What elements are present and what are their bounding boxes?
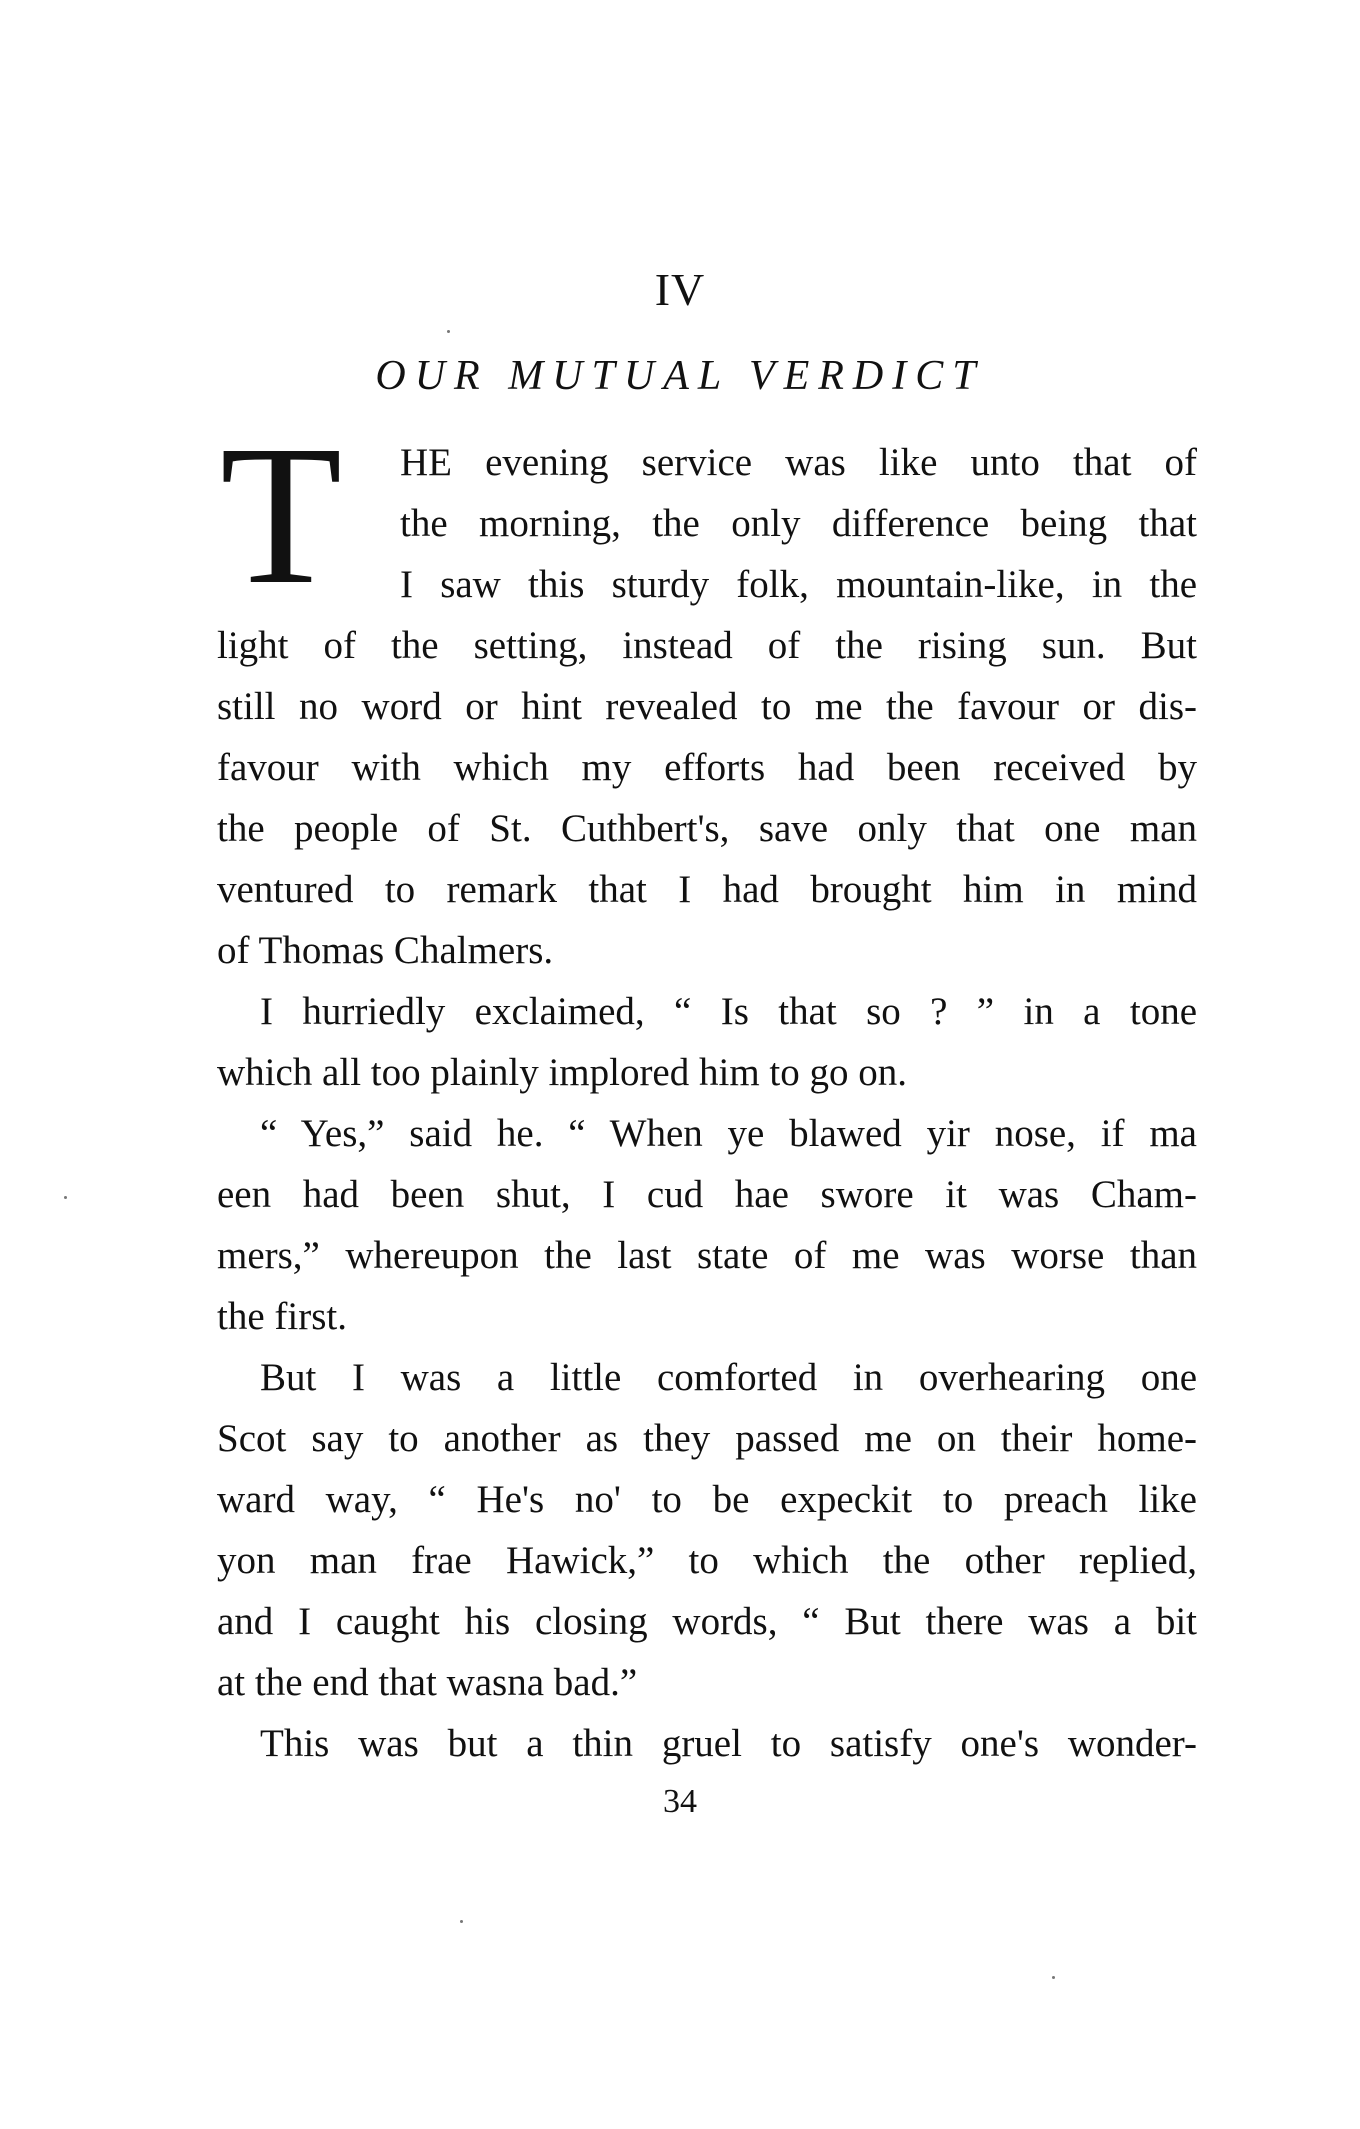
paper-speck [1052,1976,1055,1979]
text-line: I hurriedly exclaimed, “ Is that so ? ” in a tone [260,990,1197,1033]
text-line: Scot say to another as they passed me on their home- [217,1417,1197,1460]
text-line: the first. [217,1295,347,1338]
text-line: the people of St. Cuthbert's, save only that one man [217,807,1197,850]
paper-speck [64,1196,67,1199]
text-line: HE evening service was like unto that of [400,441,1197,484]
text-line: still no word or hint revealed to me the favour or dis- [217,685,1197,728]
text-line: “ Yes,” said he. “ When ye blawed yir nose, if ma [260,1112,1197,1155]
text-line: ward way, “ He's no' to be expeckit to preach like [217,1478,1197,1521]
text-line: mers,” whereupon the last state of me was worse than [217,1234,1197,1277]
text-line: which all too plainly implored him to go on. [217,1051,908,1094]
page-number: 34 [663,1783,697,1820]
text-line: yon man frae Hawick,” to which the other replied, [217,1539,1197,1582]
text-line: the morning, the only difference being that [400,502,1197,545]
text-line: at the end that wasna bad.” [217,1661,638,1704]
text-line: I saw this sturdy folk, mountain-like, in the [400,563,1197,606]
paper-speck [460,1920,463,1923]
paper-speck [447,330,450,333]
text-line: This was but a thin gruel to satisfy one's wonder- [260,1722,1197,1765]
drop-cap: T [220,405,343,626]
text-line: light of the setting, instead of the rising sun. But [217,624,1197,667]
text-line: ventured to remark that I had brought him in mind [217,868,1197,911]
text-line: and I caught his closing words, “ But there was a bit [217,1600,1197,1643]
chapter-number: IV [654,264,706,315]
body-text [217,405,1197,1774]
text-line: favour with which my efforts had been received by [217,746,1197,789]
text-line: But I was a little comforted in overhearing one [260,1356,1197,1399]
chapter-title: OUR MUTUAL VERDICT [375,353,985,399]
text-line: of Thomas Chalmers. [217,929,554,972]
text-line: een had been shut, I cud hae swore it was Cham- [217,1173,1197,1216]
